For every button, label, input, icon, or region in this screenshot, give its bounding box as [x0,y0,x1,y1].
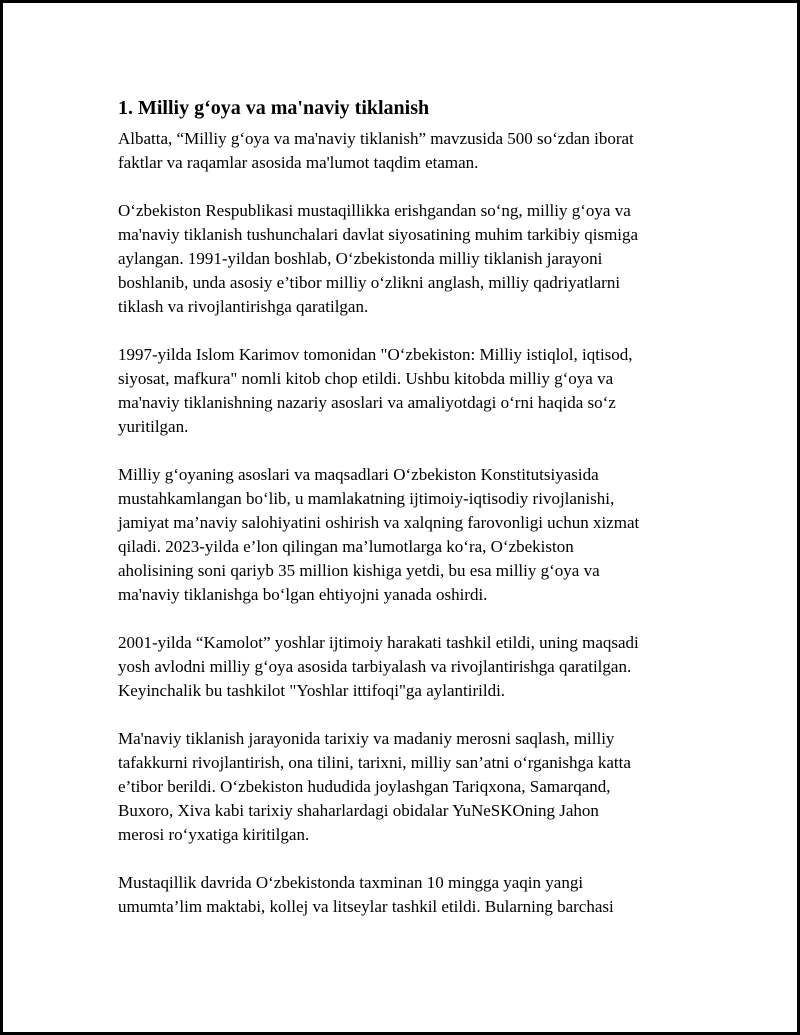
paragraph-kamolot [118,631,698,703]
text-line: e’tibor berildi. O‘zbekiston hududida joylashgan Tariqxona, Samarqand, [118,777,611,796]
text-line: yuritilgan. [118,417,189,436]
text-line: siyosat, mafkura" nomli kitob chop etildi. Ushbu kitobda milliy g‘oya va [118,369,614,388]
paragraph-schools [118,871,698,919]
text-line: aholisining soni qariyb 35 million kishiga yetdi, bu esa milliy g‘oya va [118,561,600,580]
text-line: tafakkurni rivojlantirish, ona tilini, tarixni, milliy san’atni o‘rganishga katta [118,753,631,772]
text-line: Milliy g‘oyaning asoslari va maqsadlari O‘zbekiston Konstitutsiyasida [118,465,599,484]
section-heading: 1. Milliy g‘oya va ma'naviy tiklanish [118,97,430,119]
text-line: qiladi. 2023-yilda e’lon qilingan ma’lumotlarga ko‘ra, O‘zbekiston [118,537,574,556]
text-line: ma'naviy tiklanish tushunchalari davlat siyosatining muhim tarkibiy qismiga [118,225,639,244]
paragraph-intro [118,127,698,175]
text-line: 2001-yilda “Kamolot” yoshlar ijtimoiy harakati tashkil etildi, uning maqsadi [118,633,639,652]
text-line: ma'naviy tiklanishning nazariy asoslari va amaliyotdagi o‘rni haqida so‘z [118,393,616,412]
paragraph-heritage [118,727,698,847]
text-line: faktlar va raqamlar asosida ma'lumot taqdim etaman. [118,153,479,172]
text-line: Mustaqillik davrida O‘zbekistonda taxminan 10 mingga yaqin yangi [118,873,584,892]
paragraph-constitution [118,463,698,607]
text-line: Albatta, “Milliy g‘oya va ma'naviy tiklanish” mavzusida 500 so‘zdan iborat [118,129,634,148]
text-line: tiklash va rivojlantirishga qaratilgan. [118,297,369,316]
paragraph-independence [118,199,698,319]
text-line: yosh avlodni milliy g‘oya asosida tarbiyalash va rivojlantirishga qaratilgan. [118,657,632,676]
text-line: 1997-yilda Islom Karimov tomonidan "O‘zbekiston: Milliy istiqlol, iqtisod, [118,345,633,364]
document-body [118,93,698,943]
text-line: mustahkamlangan bo‘lib, u mamlakatning ijtimoiy-iqtisodiy rivojlanishi, [118,489,615,508]
text-line: O‘zbekiston Respublikasi mustaqillikka erishgandan so‘ng, milliy g‘oya va [118,201,631,220]
text-line: jamiyat ma’naviy salohiyatini oshirish va xalqning farovonligi uchun xizmat [118,513,640,532]
text-line: Buxoro, Xiva kabi tarixiy shaharlardagi obidalar YuNeSKOning Jahon [118,801,599,820]
text-line: merosi ro‘yxatiga kiritilgan. [118,825,310,844]
text-line: umumta’lim maktabi, kollej va litseylar tashkil etildi. Bularning barchasi [118,897,614,916]
text-line: ma'naviy tiklanishga bo‘lgan ehtiyojni yanada oshirdi. [118,585,488,604]
paragraph-book-1997 [118,343,698,439]
text-line: aylangan. 1991-yildan boshlab, O‘zbekistonda milliy tiklanish jarayoni [118,249,603,268]
text-line: boshlanib, unda asosiy e’tibor milliy o‘zlikni anglash, milliy qadriyatlarni [118,273,621,292]
text-line: Ma'naviy tiklanish jarayonida tarixiy va madaniy merosni saqlash, milliy [118,729,615,748]
text-line: Keyinchalik bu tashkilot "Yoshlar ittifoqi"ga aylantirildi. [118,681,506,700]
